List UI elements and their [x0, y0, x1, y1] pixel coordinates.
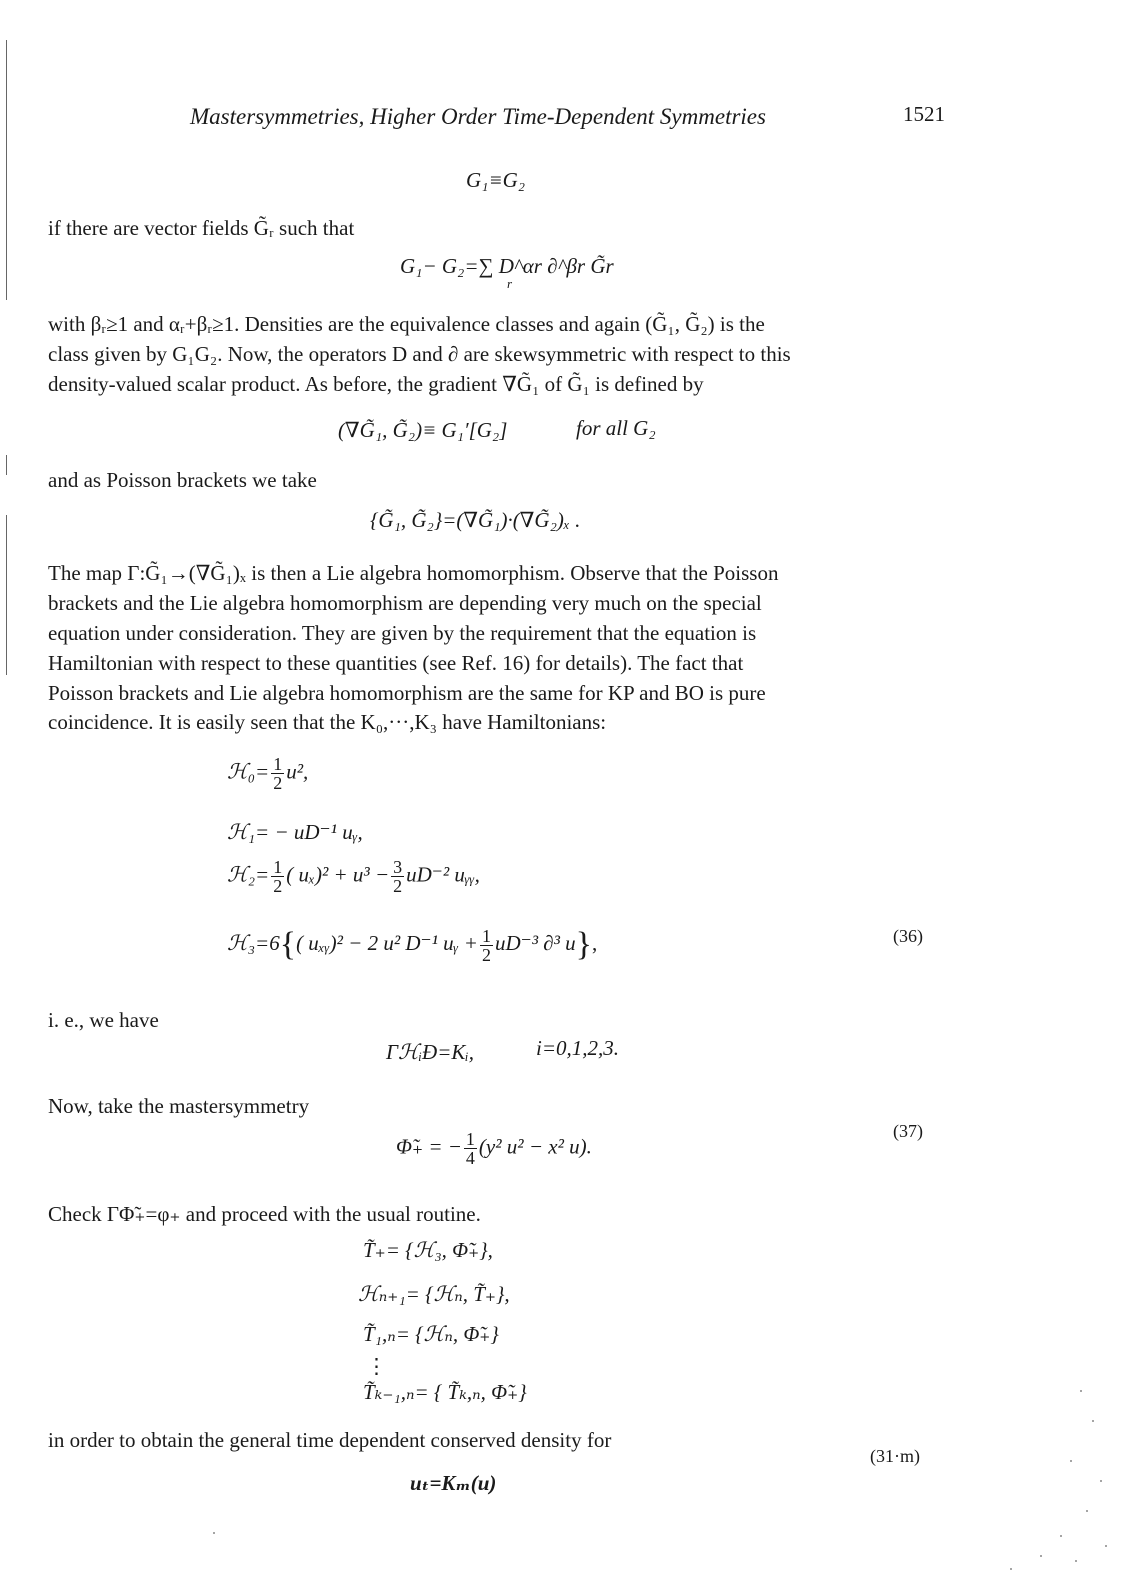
equation-difference: G₁− G₂=∑ D^αr ∂^βr G̃r	[400, 254, 614, 278]
equation-equivalence: G₁≡G₂	[466, 168, 526, 192]
h0-lhs: ℋ₀=	[227, 759, 270, 784]
equation-mastersymmetry	[396, 1130, 592, 1167]
hamiltonian-h1: ℋ₁= − uD⁻¹ uᵧ,	[227, 820, 363, 844]
h2-lhs: ℋ₂=	[227, 862, 270, 887]
text-line: Now, take the mastersymmetry	[48, 1094, 310, 1118]
routine-line-2: ℋₙ₊₁= {ℋₙ, T̃₊},	[358, 1282, 510, 1306]
scan-edge-line	[6, 455, 7, 475]
text-line: class given by G₁G₂. Now, the operators D and ∂ are skewsymmetric with respect to this	[48, 342, 791, 366]
fraction-one-half: $\frac{1}{2}$	[481, 925, 491, 965]
text-line: The map Γ:G̃₁→(∇G̃₁)ₓ is then a Lie algebra homomorphism. Observe that the Poisson	[48, 561, 779, 585]
fraction-one-quarter: $\frac{1}{4}$	[465, 1129, 475, 1168]
h3-lhs: ℋ₃=6	[227, 930, 280, 955]
text-line: equation under consideration. They are given by the requirement that the equation is	[48, 621, 757, 645]
text-line: and as Poisson brackets we take	[48, 468, 317, 492]
text-line: with βᵣ≥1 and αᵣ+βᵣ≥1. Densities are the equivalence classes and again (G̃₁, G̃₂) is the	[48, 312, 765, 336]
left-brace: {	[279, 926, 297, 963]
scan-edge-line	[6, 40, 7, 300]
page-number: 1521	[903, 102, 945, 126]
routine-line-1: T̃₊= {ℋ₃, Φ̃₊},	[363, 1238, 493, 1262]
routine-vertical-ellipsis: ⋮	[366, 1354, 387, 1378]
master-lhs: Φ̃₊ = −	[396, 1134, 462, 1159]
h0-rhs: u²,	[286, 759, 309, 784]
text-line: coincidence. It is easily seen that the K₀,···,K₃ have Hamiltonians:	[48, 710, 607, 734]
h2-rhs: uD⁻² uᵧᵧ,	[406, 862, 480, 887]
fraction-one-half: $\frac{1}{2}$	[273, 754, 283, 793]
hamiltonian-h0	[227, 755, 308, 792]
fraction-three-halves: $\frac{3}{2}$	[393, 857, 403, 896]
text-line: in order to obtain the general time dependent conserved density for	[48, 1428, 612, 1452]
routine-line-3: T̃₁,ₙ= {ℋₙ, Φ̃₊}	[363, 1322, 499, 1346]
equation-evolution: uₜ=Kₘ(u)	[410, 1471, 497, 1495]
routine-line-5: T̃ₖ₋₁,ₙ= { T̃ₖ,ₙ, Φ̃₊}	[363, 1380, 527, 1404]
equation-index-range: i=0,1,2,3.	[536, 1036, 620, 1060]
text-line: i. e., we have	[48, 1008, 159, 1032]
sum-index: r	[507, 276, 513, 291]
text-line: Hamiltonian with respect to these quantities (see Ref. 16) for details). The fact that	[48, 651, 744, 675]
h3-rhs: uD⁻³ ∂³ u	[494, 930, 576, 955]
hamiltonian-h2	[227, 858, 480, 895]
h3-mid: ( uₓᵧ)² − 2 u² D⁻¹ uᵧ +	[296, 930, 478, 955]
equation-number-36: (36)	[893, 926, 923, 946]
equation-number-31m: (31·m)	[870, 1446, 920, 1466]
text-line: density-valued scalar product. As before, the gradient ∇G̃₁ of G̃₁ is defined by	[48, 372, 704, 396]
text-line: Check ΓΦ̃₊=φ₊ and proceed with the usual routine.	[48, 1202, 481, 1226]
right-brace: }	[575, 926, 592, 963]
hamiltonian-h3: ℋ₃=6{( uₓᵧ)² − 2 u² D⁻¹ uᵧ + $\frac{1}{2}$ uD⁻³ ∂³ u},	[227, 925, 598, 965]
text-line: if there are vector fields G̃ᵣ such that	[48, 216, 355, 240]
equation-hamiltonian-map: ΓℋᵢĐ=Kᵢ,	[386, 1040, 474, 1064]
master-rhs: (y² u² − x² u).	[478, 1134, 592, 1159]
running-title: Mastersymmetries, Higher Order Time-Dependent Symmetries	[190, 104, 766, 129]
text-line: brackets and the Lie algebra homomorphism are depending very much on the special	[48, 591, 762, 615]
equation-gradient: (∇G̃₁, G̃₂)≡ G₁′[G₂]	[338, 418, 508, 442]
equation-gradient-condition: for all G₂	[576, 416, 656, 440]
scan-edge-line	[6, 515, 7, 675]
equation-poisson-bracket: {G̃₁, G̃₂}=(∇G̃₁)·(∇G̃₂)ₓ .	[370, 508, 581, 532]
equation-number-37: (37)	[893, 1121, 923, 1141]
text-line: Poisson brackets and Lie algebra homomorphism are the same for KP and BO is pure	[48, 681, 766, 705]
h2-mid: ( uₓ)² + u³ −	[286, 862, 390, 887]
fraction-one-half: $\frac{1}{2}$	[273, 857, 283, 896]
